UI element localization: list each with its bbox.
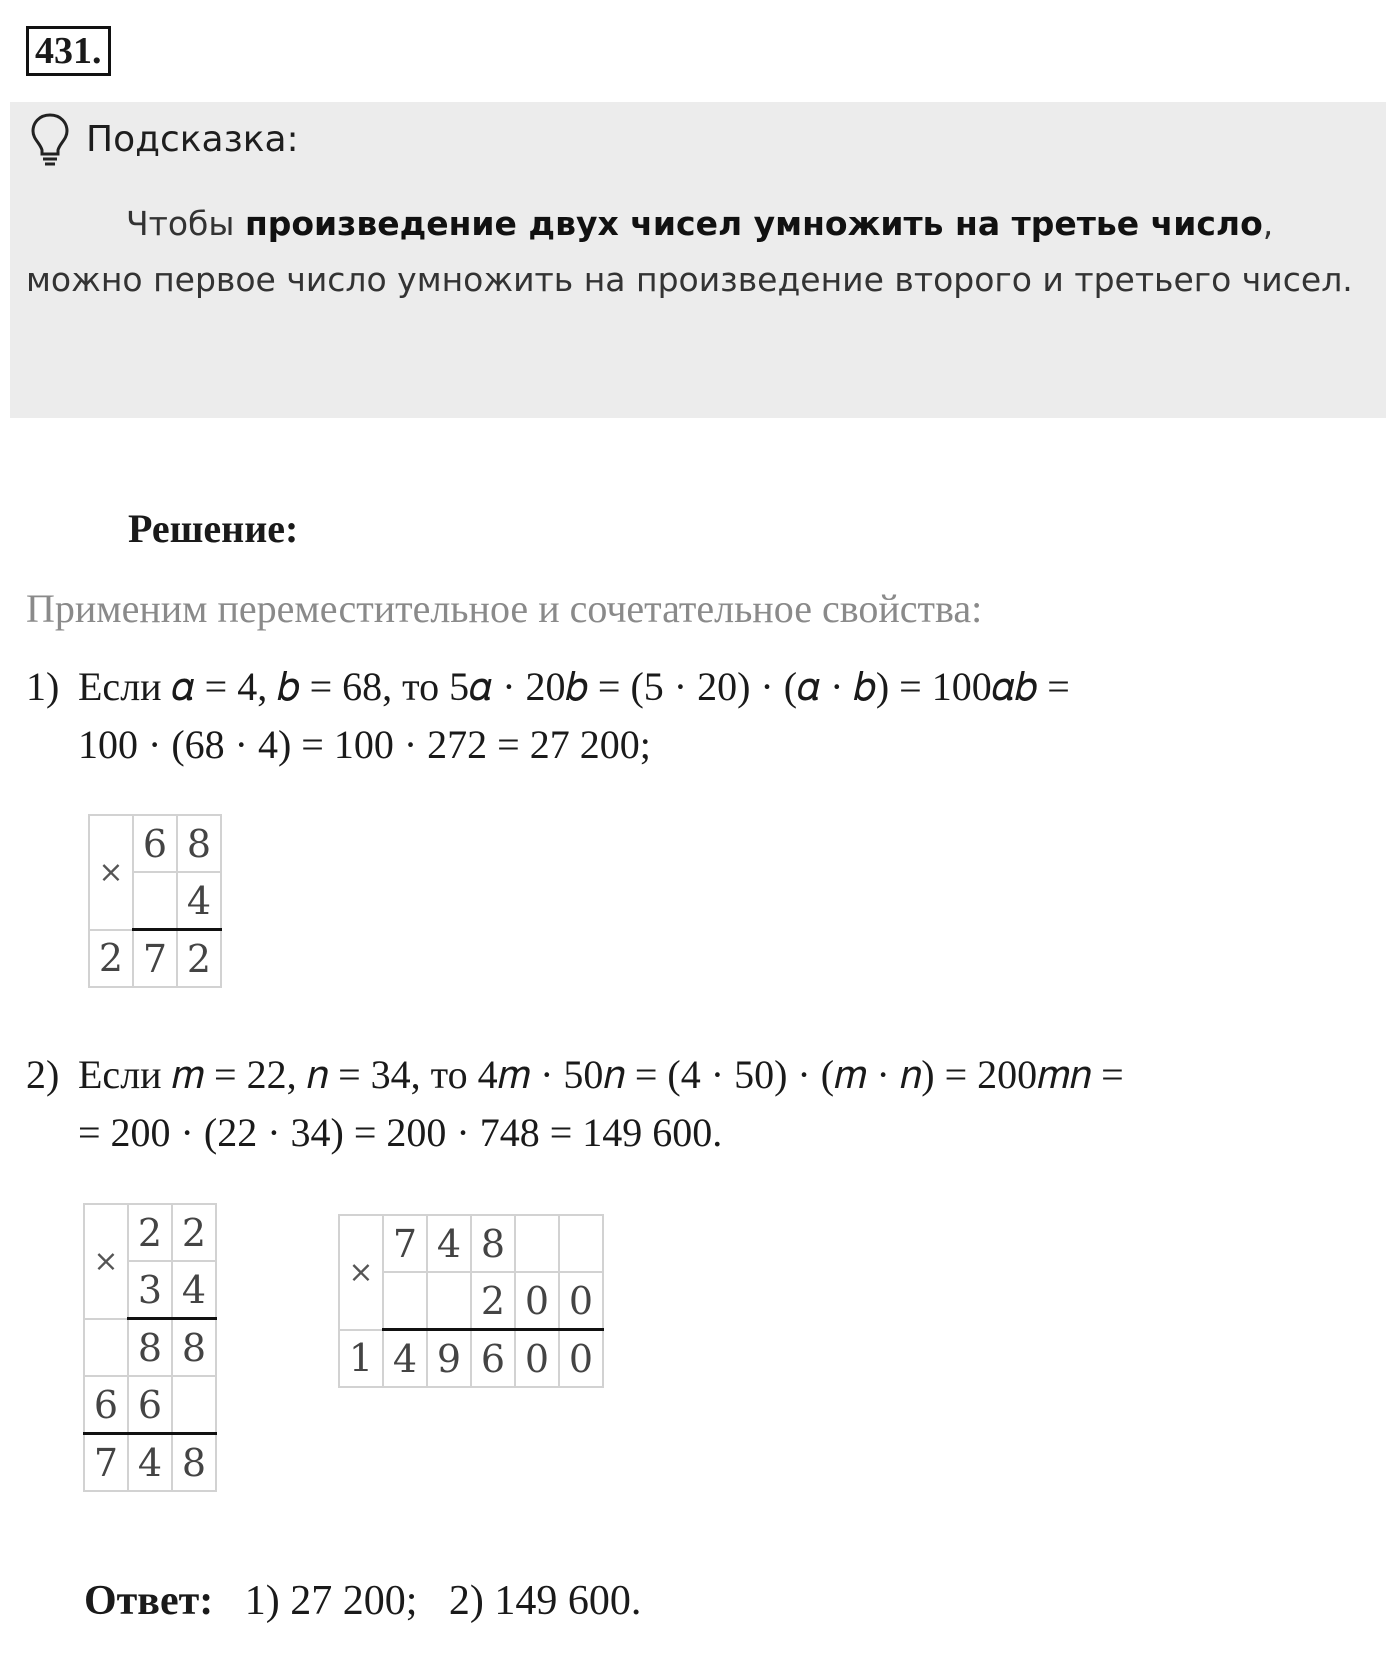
digit-cell: 8 <box>471 1215 515 1272</box>
digit-cell <box>383 1272 427 1330</box>
multiplication-748-by-200 <box>338 1214 604 1388</box>
multiplication-68-by-4 <box>88 814 222 988</box>
digit-cell: 7 <box>133 930 177 988</box>
digit-cell: 8 <box>128 1319 172 1377</box>
digit-cell <box>427 1272 471 1330</box>
digit-cell: 4 <box>172 1261 216 1319</box>
item-1-number: 1) <box>26 664 60 709</box>
item-2-number: 2) <box>26 1052 60 1097</box>
multiplication-22-by-34 <box>83 1203 217 1492</box>
item-2-line-1: Если 𝑚 = 22, 𝑛 = 34, то 4𝑚 · 50𝑛 = (4 · 50) · (𝑚 · 𝑛) = 200𝑚𝑛 = <box>78 1052 1124 1097</box>
digit-cell: 1 <box>339 1330 383 1388</box>
digit-cell: 2 <box>128 1204 172 1261</box>
digit-cell: 0 <box>559 1272 603 1330</box>
lightbulb-icon <box>30 112 70 170</box>
digit-cell: 8 <box>172 1434 216 1492</box>
digit-cell <box>515 1215 559 1272</box>
answer-label: Ответ: <box>84 1578 214 1624</box>
item-1-line-1: Если 𝛼 = 4, 𝑏 = 68, то 5𝛼 · 20𝑏 = (5 · 20) · (𝛼 · 𝑏) = 100𝛼𝑏 = <box>78 664 1070 709</box>
digit-cell <box>559 1215 603 1272</box>
hint-title: Подсказка: <box>86 119 299 160</box>
item-2-line-2: = 200 · (22 · 34) = 200 · 748 = 149 600. <box>78 1110 723 1155</box>
digit-cell: 6 <box>133 815 177 872</box>
digit-cell: 0 <box>515 1330 559 1388</box>
digit-cell: 3 <box>128 1261 172 1319</box>
digit-cell: 2 <box>89 930 133 988</box>
digit-cell: 7 <box>84 1434 128 1492</box>
digit-cell: 2 <box>177 930 221 988</box>
answer-part-2: 2) 149 600. <box>448 1578 642 1624</box>
digit-cell: 4 <box>177 872 221 930</box>
hint-rule-bold: произведение двух чисел умножить на третье число <box>244 204 1263 243</box>
digit-cell: 0 <box>559 1330 603 1388</box>
digit-cell <box>133 872 177 930</box>
digit-cell: 6 <box>84 1376 128 1434</box>
digit-cell: 4 <box>128 1434 172 1492</box>
digit-cell <box>172 1376 216 1434</box>
item-1-line-2: 100 · (68 · 4) = 100 · 272 = 27 200; <box>78 722 651 767</box>
digit-cell: 6 <box>471 1330 515 1388</box>
answer <box>84 1575 641 1627</box>
digit-cell <box>84 1319 128 1377</box>
hint-text: Чтобы произведение двух чисел умножить на третье число, можно первое число умножить на произведение второго и третьего чисел. <box>26 204 1353 299</box>
multiply-sign: × <box>84 1204 128 1319</box>
digit-cell: 8 <box>172 1319 216 1377</box>
digit-cell: 2 <box>172 1204 216 1261</box>
multiply-sign: × <box>89 815 133 930</box>
digit-cell: 4 <box>383 1330 427 1388</box>
digit-cell: 6 <box>128 1376 172 1434</box>
digit-cell: 2 <box>471 1272 515 1330</box>
problem-number: 431. <box>26 26 111 76</box>
digit-cell: 9 <box>427 1330 471 1388</box>
digit-cell: 8 <box>177 815 221 872</box>
digit-cell: 0 <box>515 1272 559 1330</box>
digit-cell: 4 <box>427 1215 471 1272</box>
multiply-sign: × <box>339 1215 383 1330</box>
answer-part-1: 1) 27 200; <box>244 1578 418 1624</box>
solution-intro: Применим переместительное и сочетательное свойства: <box>26 586 983 631</box>
solution-title: Решение: <box>128 506 299 551</box>
digit-cell: 7 <box>383 1215 427 1272</box>
